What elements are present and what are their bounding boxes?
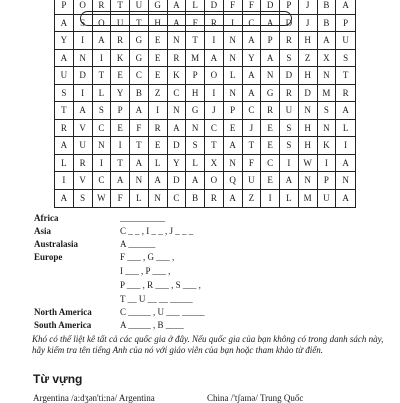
- grid-letter-cell: C: [168, 85, 187, 103]
- grid-letter-cell: R: [280, 32, 299, 50]
- grid-letter-cell: A: [342, 193, 349, 204]
- grid-letter-cell: S: [336, 50, 355, 68]
- grid-letter-cell: I: [318, 155, 337, 173]
- grid-letter-cell: K: [168, 67, 187, 85]
- grid-letter-cell: L: [224, 67, 243, 85]
- grid-letter-cell: T: [186, 32, 205, 50]
- grid-letter-cell: A: [243, 67, 262, 85]
- grid-letter-cell: T: [93, 67, 112, 85]
- grid-letter-cell: U: [243, 172, 262, 190]
- grid-letter-cell: A: [55, 190, 74, 208]
- grid-letter-cell: L: [130, 190, 149, 208]
- answer-europe-line-3: P ___ , R ___ , S ___ ,: [120, 280, 201, 290]
- grid-letter-cell: C: [93, 172, 112, 190]
- grid-letter-cell: C: [130, 67, 149, 85]
- grid-letter-cell: A: [336, 102, 355, 120]
- grid-letter-cell: A: [205, 50, 224, 68]
- grid-letter-cell: S: [74, 15, 93, 33]
- vocab-entry-argentina: Argentina /a:dʒən'ti:nə/ Argentina: [33, 393, 155, 403]
- grid-letter-cell: J: [205, 102, 224, 120]
- grid-letter-cell: T: [243, 137, 262, 155]
- grid-letter-cell: H: [186, 85, 205, 103]
- grid-letter-cell: A: [93, 32, 112, 50]
- grid-letter-cell: H: [299, 120, 318, 138]
- grid-letter-cell: N: [168, 102, 187, 120]
- grid-letter-cell: A: [243, 32, 262, 50]
- grid-letter-cell: N: [93, 137, 112, 155]
- grid-letter-cell: F: [243, 0, 262, 15]
- grid-letter-cell: R: [205, 190, 224, 208]
- grid-letter-cell: T: [130, 15, 149, 33]
- grid-letter-cell: E: [261, 120, 280, 138]
- grid-letter-cell: C: [93, 120, 112, 138]
- grid-letter-cell: R: [205, 15, 224, 33]
- grid-letter-cell: F: [224, 0, 243, 15]
- grid-letter-cell: A: [261, 15, 280, 33]
- grid-letter-cell: M: [186, 50, 205, 68]
- grid-letter-cell: I: [74, 85, 93, 103]
- grid-letter-cell: A: [318, 32, 337, 50]
- grid-letter-cell: E: [111, 67, 130, 85]
- grid-letter-cell: Y: [168, 155, 187, 173]
- grid-letter-cell: D: [299, 85, 318, 103]
- grid-letter-cell: T: [336, 67, 355, 85]
- grid-letter-cell: I: [111, 137, 130, 155]
- grid-letter-cell: R: [149, 120, 168, 138]
- grid-letter-cell: R: [168, 50, 187, 68]
- grid-letter-cell: A: [55, 137, 74, 155]
- grid-letter-cell: U: [55, 67, 74, 85]
- grid-letter-cell: Y: [243, 50, 262, 68]
- grid-letter-cell: A: [336, 155, 355, 173]
- grid-letter-cell: U: [74, 137, 93, 155]
- grid-letter-cell: V: [74, 120, 93, 138]
- grid-letter-cell: N: [224, 50, 243, 68]
- grid-letter-cell: P: [111, 102, 130, 120]
- answer-asia: C _ _ , I _ _ , J _ _ _: [120, 226, 194, 236]
- grid-letter-cell: C: [205, 120, 224, 138]
- grid-letter-cell: A: [168, 0, 187, 15]
- grid-letter-cell: P: [336, 15, 355, 33]
- grid-letter-cell: R: [261, 102, 280, 120]
- grid-letter-cell: G: [186, 102, 205, 120]
- grid-letter-cell: X: [318, 50, 337, 68]
- grid-letter-cell: S: [55, 85, 74, 103]
- region-north-america: North America: [34, 307, 92, 317]
- grid-letter-cell: T: [111, 0, 130, 15]
- grid-letter-cell: U: [130, 0, 149, 15]
- grid-letter-cell: N: [336, 172, 355, 190]
- grid-letter-cell: W: [299, 155, 318, 173]
- grid-letter-cell: N: [299, 102, 318, 120]
- grid-letter-cell: L: [55, 155, 74, 173]
- grid-letter-cell: L: [186, 155, 205, 173]
- grid-letter-cell: K: [318, 137, 337, 155]
- grid-letter-cell: R: [93, 0, 112, 15]
- grid-letter-cell: U: [111, 15, 130, 33]
- grid-letter-cell: A: [224, 190, 243, 208]
- answer-europe-line-4: T __ U __ __ _____: [120, 294, 193, 304]
- grid-letter-cell: F: [243, 155, 262, 173]
- grid-letter-cell: H: [299, 137, 318, 155]
- grid-letter-cell: M: [299, 190, 318, 208]
- grid-letter-cell: E: [149, 32, 168, 50]
- grid-letter-cell: T: [205, 137, 224, 155]
- region-south-america: South America: [34, 320, 92, 330]
- grid-letter-cell: Z: [243, 190, 262, 208]
- grid-letter-cell: J: [299, 0, 318, 15]
- grid-letter-cell: A: [74, 102, 93, 120]
- grid-letter-cell: N: [130, 172, 149, 190]
- grid-letter-cell: S: [93, 102, 112, 120]
- answer-north-america: C _____ , U ___ _____: [120, 307, 205, 317]
- grid-letter-cell: B: [130, 85, 149, 103]
- grid-letter-cell: I: [280, 155, 299, 173]
- region-africa: Africa: [34, 213, 59, 223]
- grid-letter-cell: X: [205, 155, 224, 173]
- grid-letter-cell: Y: [111, 85, 130, 103]
- grid-letter-cell: A: [111, 172, 130, 190]
- grid-letter-cell: B: [318, 0, 337, 15]
- grid-letter-cell: H: [299, 67, 318, 85]
- grid-letter-cell: I: [205, 32, 224, 50]
- grid-letter-cell: N: [224, 155, 243, 173]
- region-asia: Asia: [34, 226, 52, 236]
- grid-letter-cell: L: [280, 190, 299, 208]
- grid-letter-cell: R: [336, 85, 355, 103]
- grid-letter-cell: B: [186, 190, 205, 208]
- grid-letter-cell: O: [93, 15, 112, 33]
- grid-letter-cell: S: [280, 120, 299, 138]
- grid-letter-cell: I: [74, 32, 93, 50]
- grid-letter-cell: N: [318, 120, 337, 138]
- grid-letter-cell: N: [74, 50, 93, 68]
- grid-letter-cell: D: [168, 137, 187, 155]
- grid-letter-cell: I: [205, 85, 224, 103]
- grid-letter-cell: C: [168, 190, 187, 208]
- grid-letter-cell: Z: [299, 50, 318, 68]
- answer-africa: __________: [120, 213, 165, 223]
- grid-letter-cell: A: [224, 137, 243, 155]
- grid-letter-cell: S: [318, 102, 337, 120]
- grid-letter-cell: A: [280, 172, 299, 190]
- vocabulary-heading: Từ vựng: [33, 372, 83, 386]
- grid-letter-cell: O: [74, 0, 93, 15]
- grid-letter-cell: M: [318, 85, 337, 103]
- grid-letter-cell: N: [224, 85, 243, 103]
- grid-letter-cell: I: [55, 172, 74, 190]
- answer-australasia: A ______: [120, 239, 156, 249]
- instruction-note: Khó có thể liệt kê tất cả các quốc gia ở đây. Nếu quốc gia của bạn không có trong danh sách này, hãy kiểm tra tên tiếng Anh của nó với giáo viên của bạn hoặc tham khảo từ điển.: [32, 334, 384, 355]
- grid-letter-cell: N: [149, 190, 168, 208]
- grid-letter-cell: I: [336, 137, 355, 155]
- grid-letter-cell: R: [280, 85, 299, 103]
- grid-letter-cell: F: [111, 190, 130, 208]
- grid-letter-cell: T: [130, 137, 149, 155]
- grid-letter-cell: A: [168, 120, 187, 138]
- grid-letter-cell: P: [261, 32, 280, 50]
- vocab-entry-china: China /'tʃaɪnə/ Trung Quốc: [207, 393, 304, 403]
- grid-letter-cell: L: [336, 120, 355, 138]
- grid-letter-cell: L: [149, 155, 168, 173]
- grid-letter-cell: A: [55, 50, 74, 68]
- grid-letter-cell: C: [261, 155, 280, 173]
- grid-letter-cell: A: [336, 0, 355, 15]
- grid-letter-cell: A: [130, 102, 149, 120]
- grid-letter-cell: Z: [149, 85, 168, 103]
- grid-letter-cell: B: [318, 15, 337, 33]
- region-australasia: Australasia: [34, 239, 79, 249]
- grid-letter-cell: O: [205, 67, 224, 85]
- grid-letter-cell: P: [55, 0, 74, 15]
- grid-letter-cell: K: [111, 50, 130, 68]
- grid-letter-cell: D: [168, 172, 187, 190]
- grid-letter-cell: E: [261, 137, 280, 155]
- grid-letter-cell: D: [74, 67, 93, 85]
- grid-letter-cell: S: [280, 137, 299, 155]
- grid-letter-cell: J: [243, 120, 262, 138]
- grid-letter-cell: N: [261, 67, 280, 85]
- grid-letter-cell: G: [261, 85, 280, 103]
- grid-letter-cell: D: [280, 15, 299, 33]
- grid-letter-cell: P: [224, 102, 243, 120]
- grid-letter-cell: E: [111, 120, 130, 138]
- grid-letter-cell: A: [130, 155, 149, 173]
- answer-europe-line-2: I ___ , P ___ ,: [120, 266, 171, 276]
- grid-letter-cell: Q: [224, 172, 243, 190]
- grid-letter-cell: N: [186, 120, 205, 138]
- grid-letter-cell: E: [261, 172, 280, 190]
- grid-letter-cell: T: [55, 102, 74, 120]
- grid-letter-cell: E: [149, 137, 168, 155]
- grid-letter-cell: P: [318, 172, 337, 190]
- grid-letter-cell: I: [149, 102, 168, 120]
- grid-letter-cell: N: [318, 67, 337, 85]
- grid-letter-cell: E: [149, 50, 168, 68]
- grid-letter-cell: P: [280, 0, 299, 15]
- answer-south-america: A _____ , B ____: [120, 320, 184, 330]
- grid-letter-cell: U: [280, 102, 299, 120]
- grid-letter-cell: R: [74, 155, 93, 173]
- grid-letter-cell: A: [168, 15, 187, 33]
- grid-letter-cell: N: [224, 32, 243, 50]
- grid-letter-cell: O: [205, 172, 224, 190]
- grid-letter-cell: L: [93, 85, 112, 103]
- grid-letter-cell: F: [186, 15, 205, 33]
- grid-letter-cell: E: [224, 120, 243, 138]
- grid-letter-cell: I: [261, 190, 280, 208]
- grid-letter-cell: N: [168, 32, 187, 50]
- grid-letter-cell: A: [186, 172, 205, 190]
- answer-europe-line-1: F ___ , G ___ ,: [120, 252, 175, 262]
- grid-letter-cell: I: [224, 15, 243, 33]
- grid-letter-cell: J: [299, 15, 318, 33]
- grid-letter-cell: A: [261, 50, 280, 68]
- grid-letter-cell: D: [261, 0, 280, 15]
- grid-letter-cell: H: [149, 15, 168, 33]
- grid-letter-cell: S: [280, 50, 299, 68]
- grid-letter-cell: C: [243, 102, 262, 120]
- grid-letter-cell: U: [336, 32, 355, 50]
- region-europe: Europe: [34, 252, 63, 262]
- grid-letter-cell: I: [93, 50, 112, 68]
- grid-letter-cell: U: [318, 190, 337, 208]
- grid-letter-cell: H: [299, 32, 318, 50]
- grid-letter-cell: I: [93, 155, 112, 173]
- grid-letter-cell: R: [55, 120, 74, 138]
- grid-letter-cell: S: [186, 137, 205, 155]
- grid-letter-cell: G: [130, 50, 149, 68]
- grid-letter-cell: V: [74, 172, 93, 190]
- grid-letter-cell: N: [299, 172, 318, 190]
- grid-letter-cell: A: [243, 85, 262, 103]
- grid-letter-cell: T: [111, 155, 130, 173]
- grid-letter-cell: A: [55, 15, 74, 33]
- grid-letter-cell: G: [130, 32, 149, 50]
- grid-letter-cell: R: [111, 32, 130, 50]
- grid-letter-cell: E: [149, 67, 168, 85]
- grid-letter-cell: D: [205, 0, 224, 15]
- grid-letter-cell: Y: [55, 32, 74, 50]
- grid-letter-cell: W: [93, 190, 112, 208]
- grid-letter-cell: F: [130, 120, 149, 138]
- grid-letter-cell: C: [243, 15, 262, 33]
- word-search-grid: [54, 0, 356, 208]
- grid-letter-cell: S: [74, 190, 93, 208]
- grid-letter-cell: G: [149, 0, 168, 15]
- grid-letter-cell: A: [149, 172, 168, 190]
- grid-letter-cell: P: [186, 67, 205, 85]
- grid-letter-cell: L: [186, 0, 205, 15]
- grid-letter-cell: D: [280, 67, 299, 85]
